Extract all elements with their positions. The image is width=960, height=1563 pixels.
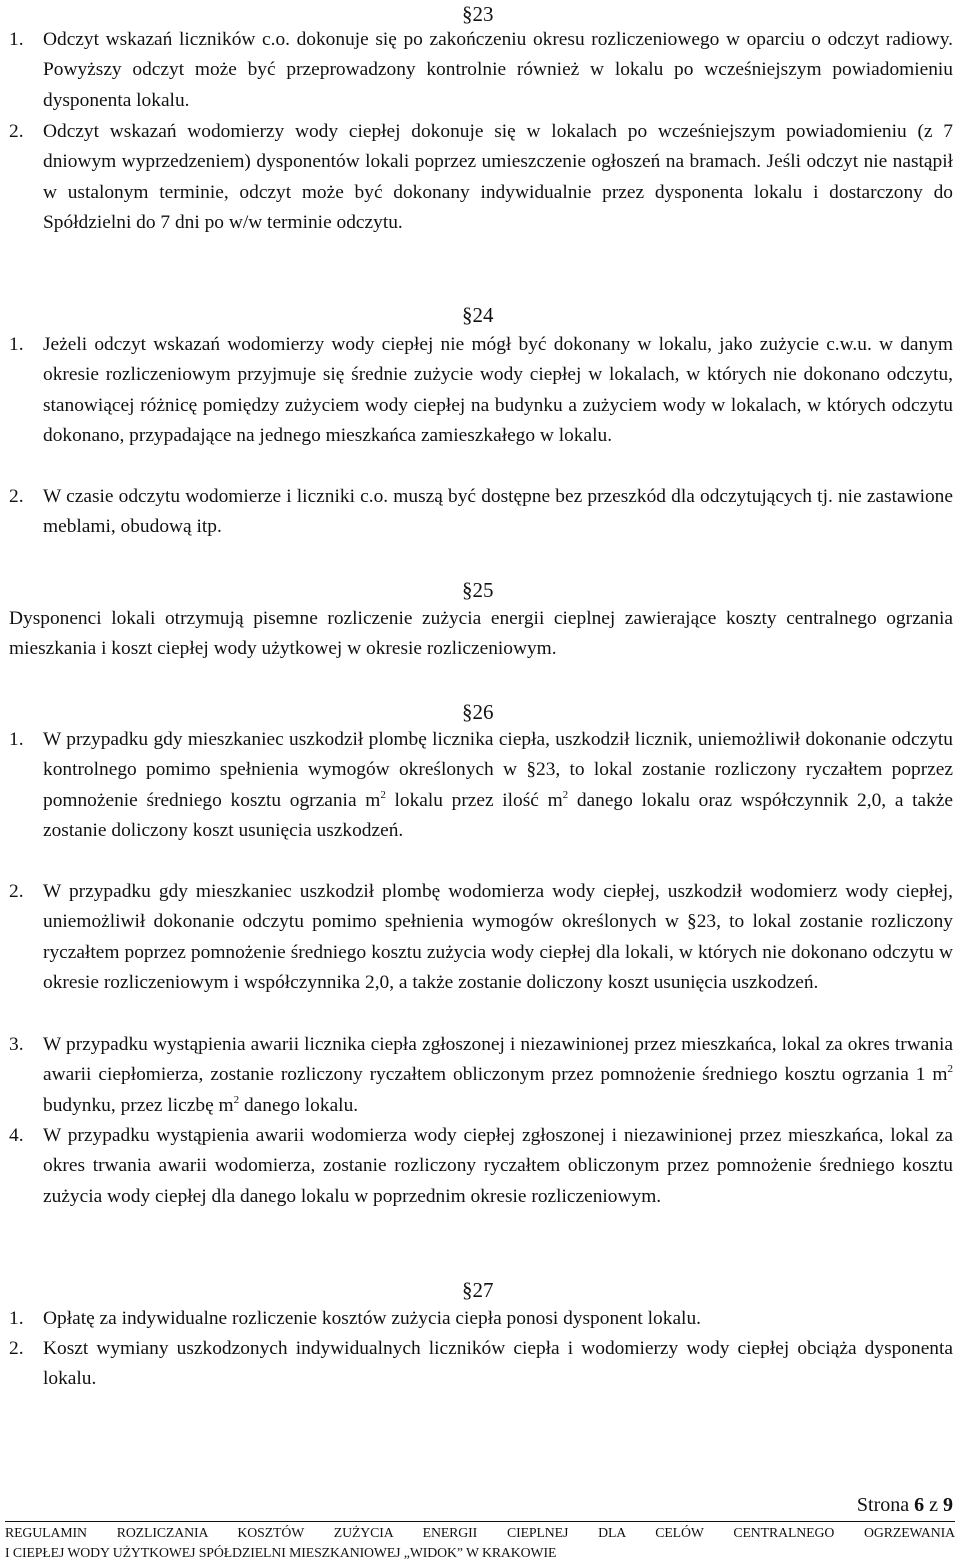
page-separator: z xyxy=(929,1494,938,1516)
section-26-item-3 xyxy=(9,1030,953,1121)
page-current: 6 xyxy=(914,1494,925,1516)
superscript: 2 xyxy=(562,788,569,801)
section-25-paragraph: Dysponenci lokali otrzymują pisemne rozliczenie zużycia energii cieplnej zawierające koszty centralnego ogrzania mieszkania i koszt ciepłej wody użytkowej w okresie rozliczeniowym. xyxy=(9,608,953,660)
item-text: W przypadku wystąpienia awarii wodomierza wody ciepłej zgłoszonej i niezawinionej przez mieszkańca, lokal za okres trwania awarii wodomierza, zostanie rozliczony ryczałtem obliczonym przez pomnożenie średniego kosztu zużycia wody ciepłej dla danego lokalu w poprzednim okresie rozliczeniowym. xyxy=(43,1125,953,1207)
item-text: W przypadku gdy mieszkaniec uszkodził plombę licznika ciepła, uszkodził licznik, uniemożliwił dokonanie odczytu kontrolnego pomimo spełnienia wymogów określonych w §23, to lokal zostanie rozliczony ryczałtem poprzez pomnożenie średniego kosztu ogrzania $m^2$ lokalu przez ilość $m^2$ danego lokalu oraz współczynnik 2,0, a także zostanie doliczony koszt usunięcia uszkodzeń. xyxy=(43,729,953,842)
item-number: 3. xyxy=(9,1034,24,1055)
section-23-item-2 xyxy=(9,117,953,239)
page-number xyxy=(857,1492,953,1518)
section-23-heading: §23 xyxy=(462,2,494,26)
page-total: 9 xyxy=(943,1494,953,1516)
superscript: 2 xyxy=(947,1063,953,1076)
item-number: 1. xyxy=(9,1308,24,1329)
item-text: Koszt wymiany uszkodzonych indywidualnych liczników ciepła i wodomierzy wody ciepłej obciąża dysponenta lokalu. xyxy=(43,1338,953,1390)
section-26-item-1 xyxy=(9,725,953,847)
superscript: 2 xyxy=(233,1093,240,1106)
footer-divider xyxy=(5,1521,955,1522)
footer-line-2: I CIEPŁEJ WODY UŻYTKOWEJ SPÓŁDZIELNI MIESZKANIOWEJ „WIDOK” W KRAKOWIE xyxy=(5,1545,557,1560)
item-number: 2. xyxy=(9,881,24,902)
section-24-heading: §24 xyxy=(462,303,494,327)
item-text: Opłatę za indywidualne rozliczenie kosztów zużycia ciepła ponosi dysponent lokalu. xyxy=(43,1308,701,1329)
section-25-heading: §25 xyxy=(462,578,494,602)
item-number: 2. xyxy=(9,1338,24,1359)
section-27-item-2 xyxy=(9,1334,953,1395)
item-text: W przypadku wystąpienia awarii licznika ciepła zgłoszonej i niezawinionej przez mieszkańca, lokal za okres trwania awarii ciepłomierza, zostanie rozliczony ryczałtem obliczonym przez pomnożenie średniego kosztu ogrzania 1 $m^2$ budynku, przez liczbę $m^2$ danego lokalu. xyxy=(43,1034,953,1116)
footer-line-1: REGULAMIN ROZLICZANIA KOSZTÓW ZUŻYCIA ENERGII CIEPLNEJ DLA CELÓW CENTRALNEGO OGRZEWANIA xyxy=(5,1525,955,1540)
item-text: Odczyt wskazań wodomierzy wody ciepłej dokonuje się w lokalach po wcześniejszym powiadomieniu (z 7 dniowym wyprzedzeniem) dysponentów lokali poprzez umieszczenie ogłoszeń na bramach. Jeśli odczyt nie nastąpił w ustalonym terminie, odczyt może być dokonany indywidualnie przez dysponenta lokalu i dostarczony do Spółdzielni do 7 dni po w/w terminie odczytu. xyxy=(43,121,953,234)
section-26-item-2 xyxy=(9,877,953,999)
item-text: W przypadku gdy mieszkaniec uszkodził plombę wodomierza wody ciepłej, uszkodził wodomierz wody ciepłej, uniemożliwił dokonanie odczytu pomimo spełnienia wymogów określonych w §23, to lokal zostanie rozliczony ryczałtem poprzez pomnożenie średniego kosztu zużycia wody ciepłej dla lokali, w których nie dokonano odczytu w okresie rozliczeniowym i współczynnika 2,0, a także zostanie doliczony koszt usunięcia uszkodzeń. xyxy=(43,881,953,994)
section-23-item-1 xyxy=(9,25,953,116)
superscript: 2 xyxy=(380,788,386,801)
item-number: 1. xyxy=(9,29,24,50)
item-number: 2. xyxy=(9,121,24,142)
section-27-item-1 xyxy=(9,1304,953,1334)
item-text: W czasie odczytu wodomierze i liczniki c.o. muszą być dostępne bez przeszkód dla odczytujących tj. nie zastawione meblami, obudową itp. xyxy=(43,486,953,538)
item-number: 1. xyxy=(9,729,24,750)
page-label: Strona xyxy=(856,1494,910,1516)
item-text: Jeżeli odczyt wskazań wodomierzy wody ciepłej nie mógł być dokonany w lokalu, jako zużycie c.w.u. w danym okresie rozliczeniowym przyjmuje się średnie zużycie wody ciepłej w lokalach, w których nie dokonano odczytu, stanowiącej różnicę pomiędzy zużyciem wody ciepłej na budynku a zużyciem wody w lokalach, w których odczytu dokonano, przypadające na jednego mieszkańca zamieszkałego w lokalu. xyxy=(43,334,953,447)
section-26-item-4 xyxy=(9,1121,953,1212)
item-text: Odczyt wskazań liczników c.o. dokonuje się po zakończeniu okresu rozliczeniowego w oparciu o odczyt radiowy. Powyższy odczyt może być przeprowadzony kontrolnie również w lokalu po wcześniejszym powiadomieniu dysponenta lokalu. xyxy=(43,29,953,111)
item-number: 1. xyxy=(9,334,24,355)
section-26-heading: §26 xyxy=(462,700,494,724)
section-27-heading: §27 xyxy=(462,1278,494,1302)
section-24-item-2 xyxy=(9,482,953,543)
item-number: 4. xyxy=(9,1125,24,1146)
section-24-item-1 xyxy=(9,330,953,452)
item-number: 2. xyxy=(9,486,24,507)
